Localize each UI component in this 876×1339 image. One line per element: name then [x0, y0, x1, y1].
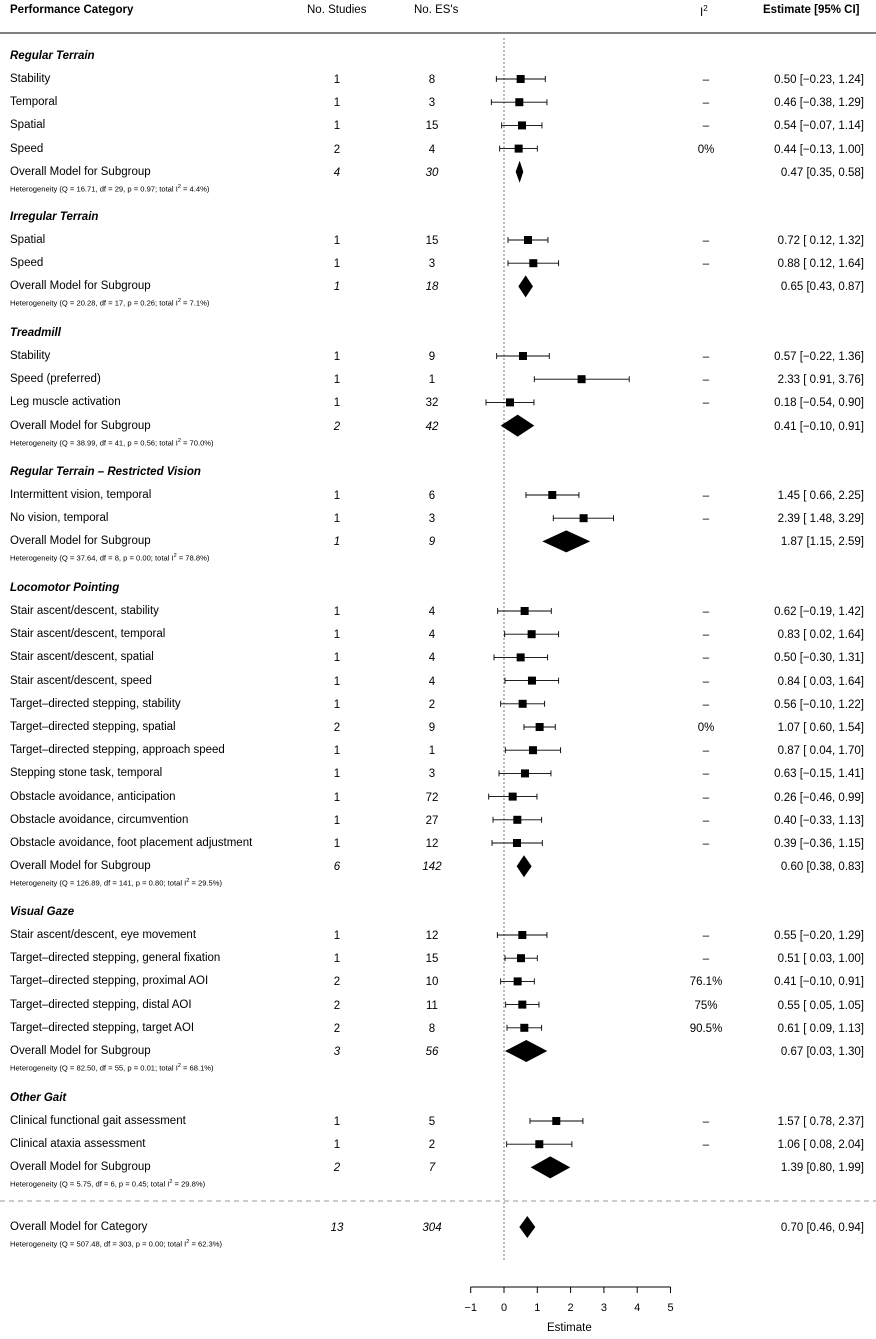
row-es: 72: [425, 791, 439, 804]
overall-estimate: 1.87 [1.15, 2.59]: [780, 536, 864, 549]
subgroup-heterogeneity-text: Heterogeneity (Q = 20.28, df = 17, p = 0.26; total I: [10, 298, 178, 308]
row-i2: 90.5%: [689, 1022, 723, 1035]
subgroup-heterogeneity-sup: 2: [173, 553, 177, 560]
subgroup-heterogeneity-sup: 2: [177, 437, 181, 444]
row-i2: –: [702, 629, 710, 642]
row-es: 9: [428, 722, 436, 734]
row-i2: –: [702, 930, 710, 942]
row-estimate: 0.72 [ 0.12, 1.32]: [777, 235, 864, 247]
row-studies: 1: [333, 258, 341, 271]
row-estimate: 0.57 [−0.22, 1.36]: [774, 351, 864, 363]
row-i2: –: [702, 397, 710, 410]
subgroup-heterogeneity-value: = 7.1%): [180, 298, 210, 308]
subgroup-title: Treadmill: [10, 327, 61, 339]
row-estimate: 0.39 [−0.36, 1.15]: [774, 838, 864, 850]
row-i2: –: [702, 606, 710, 618]
row-estimate: 0.50 [−0.23, 1.24]: [774, 74, 864, 86]
overall-studies: 4: [333, 166, 341, 179]
row-es: 9: [428, 351, 436, 363]
overall-label: Overall Model for Subgroup: [10, 535, 151, 548]
header-estimate: Estimate [95% CI]: [763, 4, 860, 16]
row-es: 8: [428, 1022, 436, 1035]
subgroup-heterogeneity: [10, 296, 209, 309]
overall-es: 30: [425, 166, 439, 179]
category-heterogeneity: [10, 1237, 222, 1250]
subgroup-heterogeneity-value: = 68.1%): [180, 1063, 214, 1073]
row-estimate: 2.33 [ 0.91, 3.76]: [777, 374, 864, 387]
overall-es: 142: [422, 861, 442, 874]
row-i2: –: [702, 745, 710, 758]
row-estimate: 0.62 [−0.19, 1.42]: [774, 606, 864, 618]
row-estimate: 0.44 [−0.13, 1.00]: [774, 143, 864, 156]
overall-label: Overall Model for Subgroup: [10, 165, 151, 178]
row-label: Stability: [10, 350, 51, 362]
row-i2: –: [702, 258, 710, 271]
row-i2: –: [702, 652, 710, 665]
row-label: Spatial: [10, 234, 46, 246]
row-label: Leg muscle activation: [10, 396, 121, 409]
row-es: 15: [425, 953, 439, 966]
row-studies: 1: [333, 768, 341, 781]
row-estimate: 0.87 [ 0.04, 1.70]: [777, 745, 864, 758]
row-estimate: 0.46 [−0.38, 1.29]: [774, 97, 864, 110]
row-estimate: 0.83 [ 0.02, 1.64]: [777, 629, 864, 642]
row-label: Temporal: [10, 96, 58, 109]
row-estimate: 0.55 [ 0.05, 1.05]: [777, 999, 864, 1012]
row-label: Target–directed stepping, general fixation: [10, 952, 221, 965]
row-estimate: 0.54 [−0.07, 1.14]: [774, 120, 864, 133]
subgroup-title: Regular Terrain – Restricted Vision: [10, 466, 201, 478]
row-es: 10: [425, 976, 439, 989]
overall-label: Overall Model for Subgroup: [10, 860, 151, 873]
header-category: Performance Category: [10, 4, 134, 16]
row-estimate: 0.41 [−0.10, 0.91]: [774, 976, 864, 989]
subgroup-heterogeneity-text: Heterogeneity (Q = 38.99, df = 41, p = 0.56; total I: [10, 438, 178, 448]
row-i2: –: [702, 791, 710, 804]
category-overall-es: 304: [422, 1222, 442, 1234]
row-label: Spatial: [10, 119, 46, 132]
row-label: Speed: [10, 142, 44, 155]
row-estimate: 1.07 [ 0.60, 1.54]: [777, 722, 864, 734]
row-studies: 1: [333, 397, 341, 410]
overall-label: Overall Model for Subgroup: [10, 419, 151, 432]
row-studies: 1: [333, 652, 341, 665]
row-es: 3: [428, 97, 436, 110]
row-es: 1: [428, 374, 436, 387]
row-estimate: 0.50 [−0.30, 1.31]: [774, 652, 864, 665]
overall-es: 18: [425, 281, 439, 294]
row-label: Target–directed stepping, spatial: [10, 721, 176, 733]
x-tick-label: 0: [500, 1302, 508, 1314]
row-es: 4: [428, 629, 436, 642]
subgroup-heterogeneity-sup: 2: [186, 878, 190, 885]
row-studies: 1: [333, 235, 341, 247]
subgroup-heterogeneity-sup: 2: [177, 1063, 181, 1069]
row-studies: 1: [333, 838, 341, 850]
subgroup-heterogeneity-value: = 29.8%): [172, 1179, 206, 1189]
overall-label: Overall Model for Subgroup: [10, 1045, 151, 1057]
subgroup-heterogeneity: [10, 182, 209, 195]
row-studies: 1: [333, 1116, 341, 1128]
row-i2: –: [702, 351, 710, 363]
x-tick-label: 5: [667, 1302, 674, 1314]
row-label: Stair ascent/descent, stability: [10, 605, 159, 617]
row-label: Stability: [10, 73, 51, 85]
row-i2: –: [702, 235, 710, 247]
row-studies: 1: [333, 698, 341, 711]
row-label: Target–directed stepping, stability: [10, 697, 181, 710]
row-i2: –: [702, 490, 710, 502]
row-studies: 1: [333, 74, 341, 86]
overall-estimate: 0.47 [0.35, 0.58]: [780, 166, 864, 179]
row-estimate: 1.57 [ 0.78, 2.37]: [777, 1116, 864, 1128]
overall-studies: 2: [333, 420, 341, 433]
overall-studies: 1: [333, 536, 341, 549]
header-i2-text: I: [700, 6, 704, 19]
row-estimate: 0.88 [ 0.12, 1.64]: [777, 258, 864, 271]
row-i2: –: [702, 953, 710, 966]
row-es: 27: [425, 814, 439, 827]
subgroup-heterogeneity-value: = 4.4%): [180, 184, 210, 194]
subgroup-heterogeneity-sup: 2: [169, 1179, 173, 1186]
row-label: Stair ascent/descent, eye movement: [10, 929, 197, 941]
row-i2: –: [702, 97, 710, 110]
row-label: No vision, temporal: [10, 512, 109, 525]
subgroup-heterogeneity: [10, 551, 209, 564]
row-es: 5: [428, 1116, 436, 1128]
row-label: Target–directed stepping, distal AOI: [10, 998, 192, 1011]
row-label: Target–directed stepping, proximal AOI: [10, 975, 209, 988]
row-estimate: 0.51 [ 0.03, 1.00]: [777, 953, 864, 966]
overall-studies: 3: [333, 1046, 341, 1058]
overall-studies: 1: [333, 281, 341, 294]
overall-es: 7: [428, 1162, 436, 1175]
row-es: 3: [428, 258, 436, 271]
row-label: Speed: [10, 257, 44, 270]
subgroup-heterogeneity: [10, 436, 214, 449]
row-studies: 1: [333, 1139, 341, 1152]
subgroup-heterogeneity-sup: 2: [177, 183, 181, 190]
row-i2: –: [702, 1139, 710, 1152]
overall-es: 56: [425, 1046, 439, 1058]
row-i2: –: [702, 513, 710, 526]
row-estimate: 0.84 [ 0.03, 1.64]: [777, 675, 864, 688]
row-studies: 2: [333, 722, 341, 734]
row-i2: 0%: [697, 143, 715, 156]
row-label: Intermittent vision, temporal: [10, 489, 152, 501]
subgroup-heterogeneity-text: Heterogeneity (Q = 82.50, df = 55, p = 0.01; total I: [10, 1063, 178, 1073]
row-estimate: 1.06 [ 0.08, 2.04]: [777, 1139, 864, 1152]
row-es: 15: [425, 120, 439, 133]
row-es: 4: [428, 652, 436, 665]
row-studies: 1: [333, 490, 341, 502]
row-studies: 1: [333, 513, 341, 526]
row-studies: 1: [333, 606, 341, 618]
overall-label: Overall Model for Subgroup: [10, 1161, 151, 1174]
subgroup-heterogeneity-value: = 78.8%): [176, 553, 210, 563]
row-es: 3: [428, 513, 436, 526]
overall-estimate: 0.60 [0.38, 0.83]: [780, 861, 864, 874]
row-label: Obstacle avoidance, circumvention: [10, 813, 189, 826]
row-i2: 0%: [697, 722, 715, 734]
x-tick-label: 1: [534, 1302, 541, 1314]
row-i2: –: [702, 120, 710, 133]
row-studies: 1: [333, 953, 341, 966]
row-es: 11: [426, 999, 438, 1012]
overall-studies: 6: [333, 861, 341, 874]
row-studies: 1: [333, 351, 341, 363]
row-label: Obstacle avoidance, anticipation: [10, 790, 176, 803]
row-estimate: 2.39 [ 1.48, 3.29]: [777, 513, 864, 526]
subgroup-title: Other Gait: [10, 1092, 67, 1104]
row-studies: 2: [333, 976, 341, 989]
overall-estimate: 0.41 [−0.10, 0.91]: [774, 420, 864, 433]
row-es: 4: [428, 143, 436, 156]
overall-estimate: 0.65 [0.43, 0.87]: [780, 281, 864, 294]
row-estimate: 0.26 [−0.46, 0.99]: [774, 791, 864, 804]
row-label: Target–directed stepping, target AOI: [10, 1021, 195, 1034]
row-estimate: 0.63 [−0.15, 1.41]: [774, 768, 864, 781]
row-studies: 1: [333, 675, 341, 688]
row-label: Stair ascent/descent, spatial: [10, 651, 154, 664]
row-es: 12: [425, 838, 439, 850]
row-estimate: 0.18 [−0.54, 0.90]: [774, 397, 864, 410]
row-i2: –: [702, 1116, 710, 1128]
header-i2-sup: 2: [703, 4, 708, 13]
overall-studies: 2: [333, 1162, 341, 1175]
subgroup-heterogeneity-value: = 29.5%): [189, 878, 223, 888]
subgroup-heterogeneity-value: = 70.0%): [180, 438, 214, 448]
row-i2: 75%: [694, 999, 718, 1012]
row-label: Speed (preferred): [10, 373, 101, 386]
header-es: No. ES's: [414, 4, 459, 16]
overall-es: 9: [428, 536, 436, 549]
x-tick-label: −1: [464, 1302, 477, 1314]
subgroup-heterogeneity: [10, 876, 222, 889]
x-tick-label: 3: [600, 1302, 607, 1314]
row-estimate: 0.55 [−0.20, 1.29]: [774, 930, 864, 942]
row-studies: 1: [333, 120, 341, 133]
row-studies: 1: [333, 930, 341, 942]
row-estimate: 0.40 [−0.33, 1.13]: [774, 814, 864, 827]
row-label: Clinical functional gait assessment: [10, 1115, 186, 1127]
row-i2: –: [702, 374, 710, 387]
category-heterogeneity-text: Heterogeneity (Q = 507.48, df = 303, p = 0.00; total I: [10, 1239, 187, 1249]
row-i2: –: [702, 768, 710, 781]
category-heterogeneity-value: = 62.3%): [189, 1239, 223, 1249]
row-i2: –: [702, 698, 710, 711]
subgroup-heterogeneity: [10, 1177, 205, 1190]
subgroup-heterogeneity-text: Heterogeneity (Q = 5.75, df = 6, p = 0.45; total I: [10, 1179, 170, 1189]
row-estimate: 0.56 [−0.10, 1.22]: [774, 698, 864, 711]
row-es: 2: [428, 1139, 436, 1152]
row-studies: 2: [333, 999, 341, 1012]
row-label: Stepping stone task, temporal: [10, 767, 163, 780]
x-axis-label: Estimate: [547, 1322, 592, 1334]
subgroup-heterogeneity-text: Heterogeneity (Q = 126.89, df = 141, p = 0.80; total I: [10, 878, 187, 888]
x-tick-label: 4: [634, 1302, 641, 1314]
subgroup-heterogeneity: [10, 1061, 214, 1074]
row-es: 2: [428, 698, 436, 711]
row-es: 15: [425, 235, 439, 247]
row-es: 1: [428, 745, 436, 758]
row-label: Stair ascent/descent, speed: [10, 674, 152, 687]
row-es: 4: [428, 675, 436, 688]
row-studies: 1: [333, 745, 341, 758]
row-i2: –: [702, 814, 710, 827]
row-estimate: 1.45 [ 0.66, 2.25]: [777, 490, 864, 502]
row-label: Obstacle avoidance, foot placement adjustment: [10, 837, 253, 849]
category-overall-estimate: 0.70 [0.46, 0.94]: [780, 1222, 864, 1234]
row-studies: 2: [333, 143, 341, 156]
subgroup-heterogeneity-sup: 2: [177, 298, 181, 305]
overall-label: Overall Model for Subgroup: [10, 280, 151, 293]
subgroup-title: Regular Terrain: [10, 50, 95, 62]
row-es: 3: [428, 768, 436, 781]
row-estimate: 0.61 [ 0.09, 1.13]: [777, 1022, 864, 1035]
overall-estimate: 0.67 [0.03, 1.30]: [780, 1046, 864, 1058]
category-overall-studies: 13: [330, 1222, 344, 1234]
row-es: 12: [425, 930, 439, 942]
row-label: Target–directed stepping, approach speed: [10, 744, 225, 757]
row-es: 32: [425, 397, 439, 410]
row-i2: –: [702, 74, 710, 86]
category-heterogeneity-sup: 2: [186, 1239, 190, 1245]
subgroup-title: Visual Gaze: [10, 906, 75, 918]
row-studies: 1: [333, 374, 341, 387]
subgroup-title: Irregular Terrain: [10, 211, 99, 223]
row-label: Stair ascent/descent, temporal: [10, 628, 166, 641]
row-studies: 1: [333, 629, 341, 642]
overall-es: 42: [425, 420, 439, 433]
row-i2: 76.1%: [689, 976, 723, 989]
category-overall-label: Overall Model for Category: [10, 1221, 148, 1233]
row-label: Clinical ataxia assessment: [10, 1138, 146, 1151]
subgroup-title: Locomotor Pointing: [10, 582, 120, 594]
row-es: 8: [428, 74, 436, 86]
subgroup-heterogeneity-text: Heterogeneity (Q = 16.71, df = 29, p = 0.97; total I: [10, 184, 178, 194]
header-studies: No. Studies: [307, 4, 367, 16]
row-studies: 1: [333, 791, 341, 804]
subgroup-heterogeneity-text: Heterogeneity (Q = 37.64, df = 8, p = 0.00; total I: [10, 553, 174, 563]
row-studies: 1: [333, 97, 341, 110]
row-i2: –: [702, 675, 710, 688]
row-studies: 1: [333, 814, 341, 827]
overall-estimate: 1.39 [0.80, 1.99]: [780, 1162, 864, 1175]
row-studies: 2: [333, 1022, 341, 1035]
row-es: 4: [428, 606, 436, 618]
row-i2: –: [702, 838, 710, 850]
row-es: 6: [428, 490, 436, 502]
x-tick-label: 2: [567, 1302, 574, 1314]
